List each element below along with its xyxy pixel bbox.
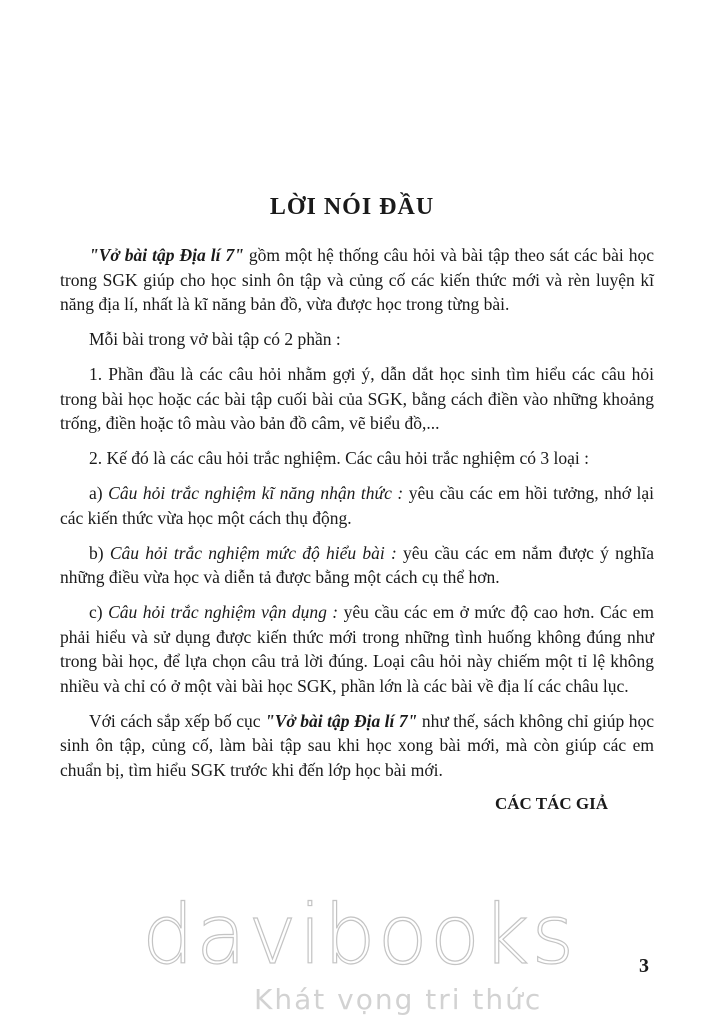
question-type-term: Câu hỏi trắc nghiệm mức độ hiểu bài : — [109, 542, 397, 563]
watermark-logo: davibooks — [142, 888, 577, 983]
paragraph-type-a — [60, 481, 654, 530]
book-title: "Vở bài tập Địa lí 7" — [89, 245, 244, 265]
paragraph-type-c — [60, 600, 654, 698]
question-type-term: Câu hỏi trắc nghiệm kĩ năng nhận thức : — [108, 483, 404, 503]
paragraph-part-two: 2. Kế đó là các câu hỏi trắc nghiệm. Các câu hỏi trắc nghiệm có 3 loại : — [89, 448, 590, 468]
authors-signature: CÁC TÁC GIẢ — [494, 794, 608, 813]
page-title: LỜI NÓI ĐẦU — [269, 194, 435, 220]
paragraph-text: yêu cầu các em hồi tưởng, nhớ lại các kiến thức vừa học một cách thụ động. — [60, 483, 654, 528]
paragraph-text: gồm một hệ thống câu hỏi và bài tập theo sát các bài học trong SGK giúp cho học sinh ôn tập và củng cố các kiến thức mới và rèn luyện kĩ năng địa lí, nhất là kĩ năng bản đồ, vừa được học trong từng bài. — [60, 245, 654, 314]
paragraph-intro — [60, 243, 654, 317]
question-type-term: Câu hỏi trắc nghiệm vận dụng : — [108, 602, 339, 622]
paragraph-part-one: 1. Phần đầu là các câu hỏi nhằm gợi ý, dẫn dắt học sinh tìm hiểu các câu hỏi trong bài học hoặc các bài tập cuối bài của SGK, bằng cách điền vào những khoảng trống, điền hoặc tô màu vào bản đồ câm, vẽ biểu đồ,... — [60, 364, 654, 433]
paragraph-text: như thế, sách không chỉ giúp học sinh ôn tập, củng cố, làm bài tập sau khi học xong bài mới, mà còn giúp các em chuẩn bị, tìm hiểu SGK trước khi đến lớp học bài mới. — [60, 710, 654, 780]
page-number: 3 — [639, 955, 649, 977]
paragraph-lead: Với cách sắp xếp bố cục — [89, 710, 266, 731]
paragraph-structure: Mỗi bài trong vở bài tập có 2 phần : — [89, 329, 341, 349]
paragraph-type-b — [60, 541, 654, 590]
watermark-slogan: Khát vọng tri thức — [254, 983, 543, 1016]
paragraph-closing — [60, 709, 654, 783]
list-marker: a) — [89, 483, 109, 503]
book-title: "Vở bài tập Địa lí 7" — [265, 710, 418, 731]
list-marker: b) — [89, 542, 110, 563]
paragraph-text: yêu cầu các em ở mức độ cao hơn. Các em phải hiểu và sử dụng được kiến thức mới trong những tình huống không đúng như trong bài học, để lựa chọn câu trả lời đúng. Loại câu hỏi này chiếm một tỉ lệ không nhiều và chỉ có ở một vài bài học SGK, phần lớn là các bài về địa lí các châu lục. — [60, 602, 654, 696]
paragraph-text: yêu cầu các em nắm được ý nghĩa những điều vừa học và diễn tả được bằng một cách cụ thể hơn. — [60, 542, 655, 587]
list-marker: c) — [89, 602, 109, 622]
watermark — [142, 888, 577, 1025]
preface-body — [60, 243, 654, 793]
